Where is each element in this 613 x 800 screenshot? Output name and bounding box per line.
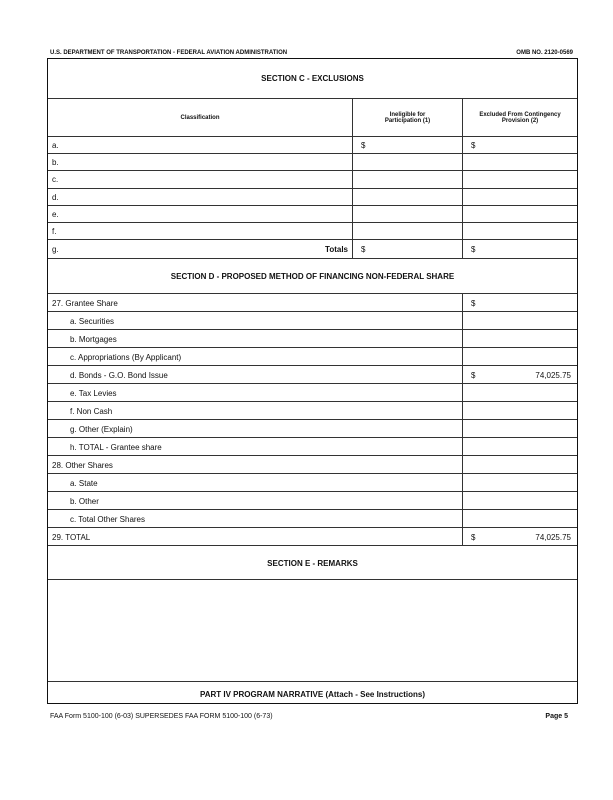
excluded-field[interactable] [462,223,577,240]
currency-symbol: $ [471,370,476,380]
section-c-title: SECTION C - EXCLUSIONS [261,74,364,83]
section-e-title: SECTION E - REMARKS [267,558,358,568]
exclusion-label: d. [52,192,59,202]
financing-label: 29. TOTAL [52,532,91,542]
section-d-title: SECTION D - PROPOSED METHOD OF FINANCING NON-FEDERAL SHARE [170,272,455,281]
exclusion-row [48,153,577,171]
financing-amount-field[interactable] [462,456,577,474]
totals-excluded[interactable]: $ [462,240,577,259]
totals-text: Totals [325,245,348,254]
financing-amount-field[interactable] [462,492,577,510]
financing-row [48,311,577,330]
financing-amount-field[interactable] [462,366,577,384]
exclusion-label: e. [52,209,59,219]
remarks-area[interactable] [48,579,577,682]
financing-label: b. Other [70,496,99,506]
excluded-field[interactable] [462,189,577,206]
financing-row [48,491,577,510]
financing-label: a. State [70,478,98,488]
financing-row [48,527,577,546]
financing-label: c. Total Other Shares [70,514,145,524]
financing-label: 27. Grantee Share [52,298,118,308]
exclusion-row [48,222,577,240]
section-d-title-row [48,258,577,294]
currency-symbol: $ [471,298,476,308]
col-classification: Classification [180,115,220,121]
form-table [47,58,578,704]
financing-amount-field[interactable] [462,528,577,546]
agency-header: U.S. DEPARTMENT OF TRANSPORTATION - FEDERAL AVIATION ADMINISTRATION [50,50,288,56]
financing-amount-field[interactable] [462,402,577,420]
ineligible-field[interactable]: $ [352,137,462,154]
financing-row [48,365,577,384]
exclusion-label: c. [52,175,59,185]
financing-row [48,455,577,474]
financing-amount-field[interactable] [462,384,577,402]
totals-row [48,239,577,259]
currency-symbol: $ [471,532,476,542]
exclusion-row [48,136,577,154]
part-iv-row [48,681,577,706]
financing-row [48,437,577,456]
section-e-title-row [48,545,577,580]
financing-amount-field[interactable] [462,312,577,330]
financing-amount-field[interactable] [462,420,577,438]
financing-row [48,383,577,402]
omb-number: OMB NO. 2120-0569 [516,50,573,56]
financing-amount-field[interactable] [462,294,577,312]
financing-label: c. Appropriations (By Applicant) [70,352,182,362]
financing-row [48,419,577,438]
financing-amount-field[interactable] [462,348,577,366]
financing-label: f. Non Cash [70,406,113,416]
exclusion-row [48,188,577,206]
excluded-field[interactable] [462,206,577,223]
financing-amount-field[interactable] [462,438,577,456]
amount-value: 74,025.75 [535,532,571,542]
financing-amount-field[interactable] [462,510,577,528]
ineligible-field[interactable] [352,223,462,240]
totals-ineligible[interactable]: $ [352,240,462,259]
excluded-field[interactable] [462,154,577,171]
excluded-field[interactable] [462,171,577,188]
financing-label: 28. Other Shares [52,460,113,470]
financing-label: b. Mortgages [70,334,117,344]
financing-amount-field[interactable] [462,474,577,492]
financing-row [48,401,577,420]
exclusion-row [48,170,577,188]
financing-row [48,329,577,348]
financing-label: d. Bonds - G.O. Bond Issue [70,370,168,380]
excluded-field[interactable]: $ [462,137,577,154]
part-iv-title: PART IV PROGRAM NARRATIVE (Attach - See Instructions) [199,689,426,699]
financing-label: h. TOTAL - Grantee share [70,442,162,452]
exclusion-row [48,205,577,223]
exclusion-label: a. [52,141,59,150]
financing-label: a. Securities [70,316,115,326]
financing-label: g. Other (Explain) [70,424,133,434]
section-c-column-headers [48,98,577,137]
amount-value: 74,025.75 [535,370,571,380]
financing-amount-field[interactable] [462,330,577,348]
totals-label: g. [52,245,59,254]
form-number: FAA Form 5100-100 (6-03) SUPERSEDES FAA FORM 5100-100 (6-73) [50,713,273,720]
exclusion-label: b. [52,158,59,168]
financing-row [48,473,577,492]
ineligible-field[interactable] [352,154,462,171]
ineligible-field[interactable] [352,171,462,188]
col-ineligible: Ineligible for Participation (1) [352,99,462,137]
financing-label: e. Tax Levies [70,388,117,398]
page-number: Page 5 [545,713,568,720]
ineligible-field[interactable] [352,189,462,206]
col-excluded: Excluded From Contingency Provision (2) [462,99,577,137]
ineligible-field[interactable] [352,206,462,223]
financing-row [48,293,577,312]
exclusion-label: f. [52,227,57,236]
financing-row [48,509,577,528]
section-c-title-row [48,59,577,98]
financing-row [48,347,577,366]
